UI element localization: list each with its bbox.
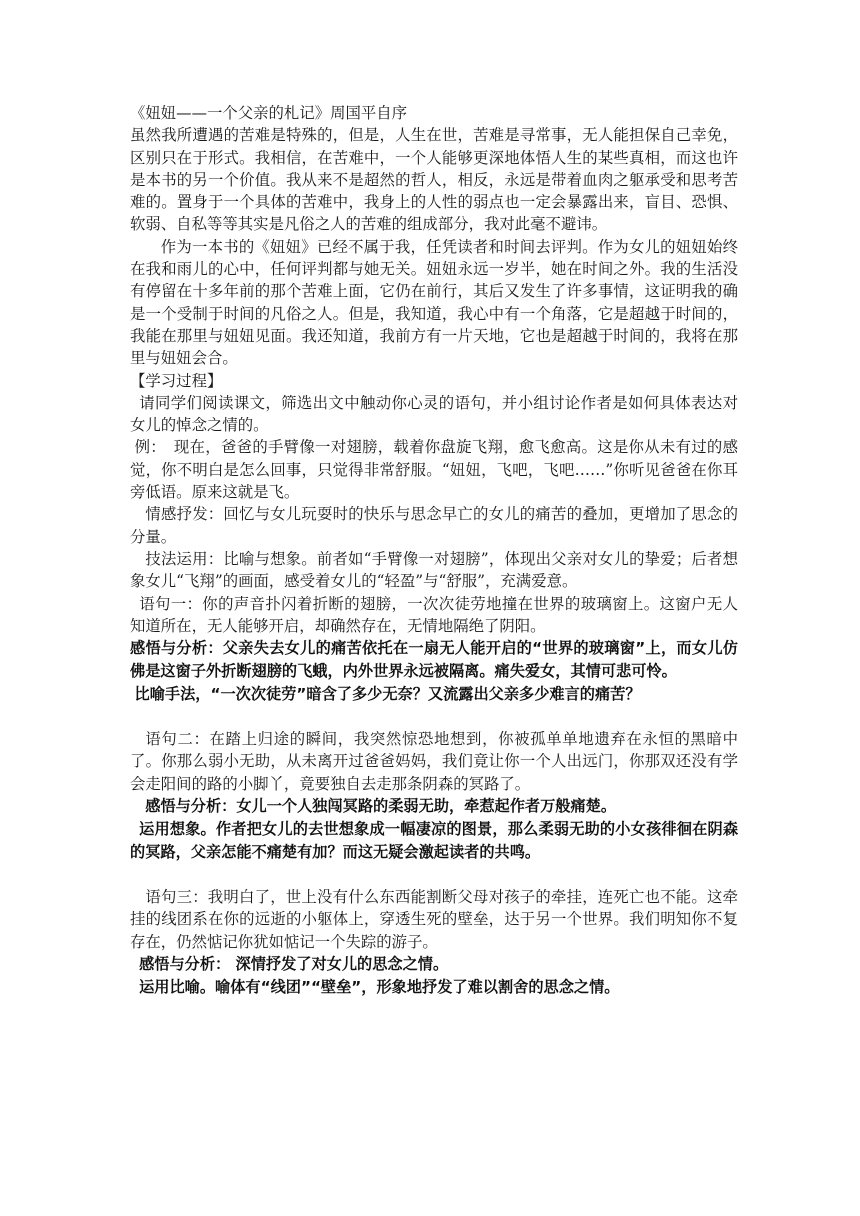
sentence-2-analysis: 感悟与分析：女儿一个人独闯冥路的柔弱无助，牵惹起作者万般痛楚。 [145,797,616,816]
preface-paragraph-1: 虽然我所遭遇的苦难是特殊的，但是，人生在世，苦难是寻常事，无人能担保自己幸免，区别只在于形式。我相信，在苦难中，一个人能够更深地体悟人生的某些真相，而这也许是本书的另一个价值。我从来不是超然的哲人，相反，永远是带着血肉之躯承受和思考苦难的。置身于一个具体的苦难中，我身上的人性的弱点也一定会暴露出来，盲目、恐惧、软弱、自私等等其实是凡俗之人的苦难的组成部分，我对此毫不避讳。 [130,126,738,234]
section-heading: 【学习过程】 [130,371,223,390]
example-emotion: 情感抒发：回忆与女儿玩耍时的快乐与思念早亡的女儿的痛苦的叠加，更增加了思念的分量。 [130,505,738,546]
sentence-2-technique: 运用想象。作者把女儿的去世想象成一幅凄凉的图景，那么柔弱无助的小女孩徘徊在阴森的冥路，父亲怎能不痛楚有加？而这无疑会激起读者的共鸣。 [130,820,738,862]
spacer [130,706,738,728]
sentence-3: 语句三：我明白了，世上没有什么东西能割断父母对孩子的牵挂，连死亡也不能。这牵挂的线团系在你的远逝的小躯体上，穿透生死的壁垒，达于另一个世界。我们明知你不复存在，仍然惦记你犹如惦记一个失踪的游子。 [130,888,738,951]
sentence-1-technique: 比喻手法，“一次次徒劳”暗含了多少无奈？又流露出父亲多少难言的痛苦？ [134,685,641,704]
sentence-1: 语句一：你的声音扑闪着折断的翅膀，一次次徒劳地撞在世界的玻璃窗上。这窗户无人知道所在，无人能够开启，却确然存在，无情地隔绝了阴阳。 [130,594,738,635]
example-paragraph: 例： 现在，爸爸的手臂像一对翅膀，载着你盘旋飞翔，愈飞愈高。这是你从未有过的感觉，你不明白是怎么回事，只觉得非常舒服。“妞妞，飞吧，飞吧……”你听见爸爸在你耳旁低语。原来这就是飞。 [130,438,738,502]
sentence-1-analysis: 感悟与分析：父亲失去女儿的痛苦依托在一扇无人能开启的“世界的玻璃窗”上，而女儿仿佛是这窗子外折断翅膀的飞蛾，内外世界永远被隔离。痛失爱女，其情可悲可怜。 [130,639,738,681]
example-technique: 技法运用：比喻与想象。前者如“手臂像一对翅膀”，体现出父亲对女儿的挚爱；后者想象女儿“飞翔”的画面，感受着女儿的“轻盈”与“舒服”，充满爱意。 [130,549,738,591]
sentence-3-analysis: 感悟与分析： 深情抒发了对女儿的思念之情。 [139,954,449,973]
preface-paragraph-2: 作为一本书的《妞妞》已经不属于我，任凭读者和时间去评判。作为女儿的妞妞始终在我和雨儿的心中，任何评判都与她无关。妞妞永远一岁半，她在时间之外。我的生活没有停留在十多年前的那个苦难上面，它仍在前行，其后又发生了许多事情，这证明我的确是一个受制于时间的凡俗之人。但是，我知道，我心中有一个角落，它是超越于时间的，我能在那里与妞妞见面。我还知道，我前方有一片天地，它也是超越于时间的，我将在那里与妞妞会合。 [130,237,738,368]
document-title: 《妞妞——一个父亲的札记》周国平自序 [130,104,408,122]
spacer [130,864,738,886]
sentence-2: 语句二：在踏上归途的瞬间，我突然惊恐地想到，你被孤单单地遗弃在永恒的黑暗中了。你那么弱小无助，从未离开过爸爸妈妈，我们竟让你一个人出远门，你那双还没有学会走阳间的路的小脚丫，竟要独自去走那条阴森的冥路了。 [130,730,738,793]
sentence-3-technique: 运用比喻。喻体有“线团”“壁垒”，形象地抒发了难以割舍的思念之情。 [139,977,620,996]
document-page [130,102,738,999]
instruction-paragraph: 请同学们阅读课文，筛选出文中触动你心灵的语句，并小组讨论作者是如何具体表达对女儿的悼念之情的。 [130,393,738,435]
